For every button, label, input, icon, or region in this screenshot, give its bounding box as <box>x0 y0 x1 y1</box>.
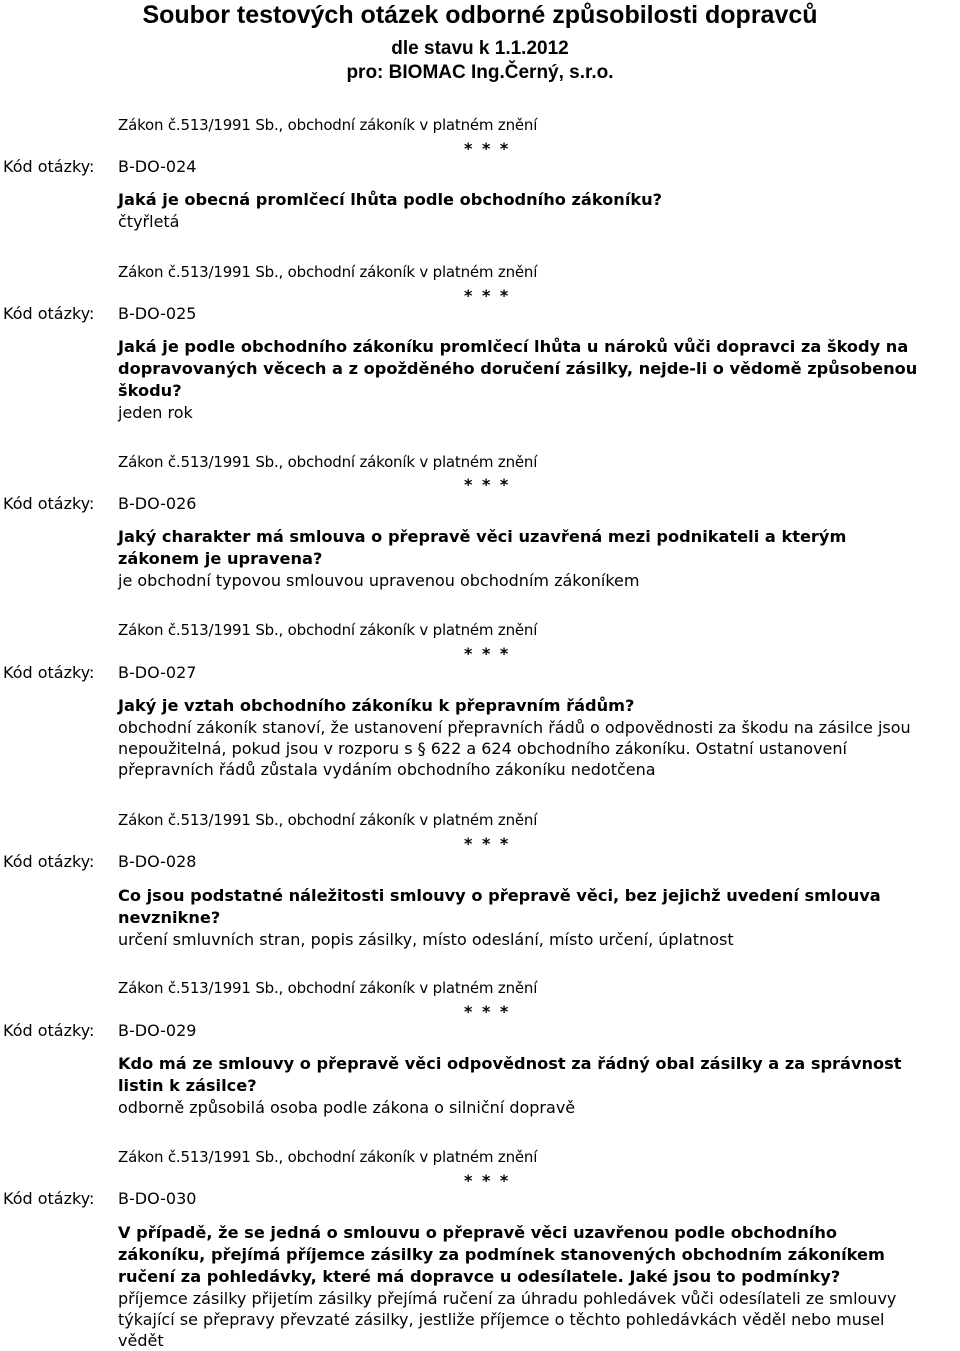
code-label: Kód otázky: <box>3 1021 95 1040</box>
code-label: Kód otázky: <box>3 663 95 682</box>
question-text: Jaká je obecná promlčecí lhůta podle obchodního zákoníku? <box>118 190 663 209</box>
question-code: B-DO-030 <box>118 1189 197 1208</box>
source-line: Zákon č.513/1991 Sb., obchodní zákoník v platném znění <box>118 811 538 829</box>
document-date: dle stavu k 1.1.2012 <box>391 38 569 59</box>
question-code: B-DO-024 <box>118 157 197 176</box>
question-block <box>118 1222 928 1351</box>
question-text: Jaký charakter má smlouva o přepravě věci uzavřená mezi podnikateli a kterým zákonem je upravena? <box>118 527 847 568</box>
code-label: Kód otázky: <box>3 494 95 513</box>
question-code: B-DO-027 <box>118 663 197 682</box>
question-text: V případě, že se jedná o smlouvu o přepravě věci uzavřenou podle obchodního zákoníku, přejímá příjemce zásilky za podmínek stanovených obchodním zákoníkem ručení za pohledávky, které má dopravce u odesílatele. Jaké jsou to podmínky? <box>118 1223 885 1286</box>
source-line: Zákon č.513/1991 Sb., obchodní zákoník v platném znění <box>118 621 538 639</box>
answer-text: čtyřletá <box>118 212 180 231</box>
document-title: Soubor testových otázek odborné způsobilosti dopravců <box>142 1 818 29</box>
answer-text: příjemce zásilky přijetím zásilky přejímá ručení za úhradu pohledávek vůči odesílateli ze smlouvy týkající se přepravy převzaté zásilky, jestliže příjemce o těchto pohledávkách věděl nebo musel vědět <box>118 1289 897 1350</box>
separator-stars: * * * <box>464 1002 511 1021</box>
question-code: B-DO-029 <box>118 1021 197 1040</box>
question-text: Jaká je podle obchodního zákoníku promlčecí lhůta u nároků vůči dopravci za škody na dopravovaných věcech a z opožděného doručení zásilky, nejde-li o vědomě způsobenou škodu? <box>118 337 918 400</box>
question-text: Jaký je vztah obchodního zákoníku k přepravním řádům? <box>118 696 635 715</box>
separator-stars: * * * <box>464 1171 511 1190</box>
question-code: B-DO-028 <box>118 852 197 871</box>
source-line: Zákon č.513/1991 Sb., obchodní zákoník v platném znění <box>118 116 538 134</box>
source-line: Zákon č.513/1991 Sb., obchodní zákoník v platném znění <box>118 1148 538 1166</box>
question-text: Kdo má ze smlouvy o přepravě věci odpovědnost za řádný obal zásilky a za správnost listin k zásilce? <box>118 1054 902 1095</box>
question-block <box>118 885 928 950</box>
separator-stars: * * * <box>464 286 511 305</box>
question-block <box>118 695 928 780</box>
document-for: pro: BIOMAC Ing.Černý, s.r.o. <box>346 62 614 83</box>
question-block <box>118 526 928 591</box>
code-label: Kód otázky: <box>3 304 95 323</box>
code-label: Kód otázky: <box>3 1189 95 1208</box>
separator-stars: * * * <box>464 644 511 663</box>
code-label: Kód otázky: <box>3 852 95 871</box>
answer-text: obchodní zákoník stanoví, že ustanovení přepravních řádů o odpovědnosti za škodu na zásilce jsou nepoužitelná, pokud jsou v rozporu s § 622 a 624 obchodního zákoníku. Ostatní ustanovení přepravních řádů zůstala vydáním obchodního zákoníku nedotčena <box>118 718 911 779</box>
answer-text: určení smluvních stran, popis zásilky, místo odeslání, místo určení, úplatnost <box>118 930 734 949</box>
code-label: Kód otázky: <box>3 157 95 176</box>
question-block <box>118 336 928 423</box>
question-text: Co jsou podstatné náležitosti smlouvy o přepravě věci, bez jejichž uvedení smlouva nevznikne? <box>118 886 881 927</box>
answer-text: je obchodní typovou smlouvou upravenou obchodním zákoníkem <box>118 571 640 590</box>
question-code: B-DO-026 <box>118 494 197 513</box>
separator-stars: * * * <box>464 834 511 853</box>
source-line: Zákon č.513/1991 Sb., obchodní zákoník v platném znění <box>118 979 538 997</box>
separator-stars: * * * <box>464 139 511 158</box>
source-line: Zákon č.513/1991 Sb., obchodní zákoník v platném znění <box>118 453 538 471</box>
question-block <box>118 1053 928 1118</box>
separator-stars: * * * <box>464 475 511 494</box>
question-code: B-DO-025 <box>118 304 197 323</box>
source-line: Zákon č.513/1991 Sb., obchodní zákoník v platném znění <box>118 263 538 281</box>
answer-text: jeden rok <box>118 403 193 422</box>
question-block <box>118 189 928 232</box>
answer-text: odborně způsobilá osoba podle zákona o silniční dopravě <box>118 1098 576 1117</box>
